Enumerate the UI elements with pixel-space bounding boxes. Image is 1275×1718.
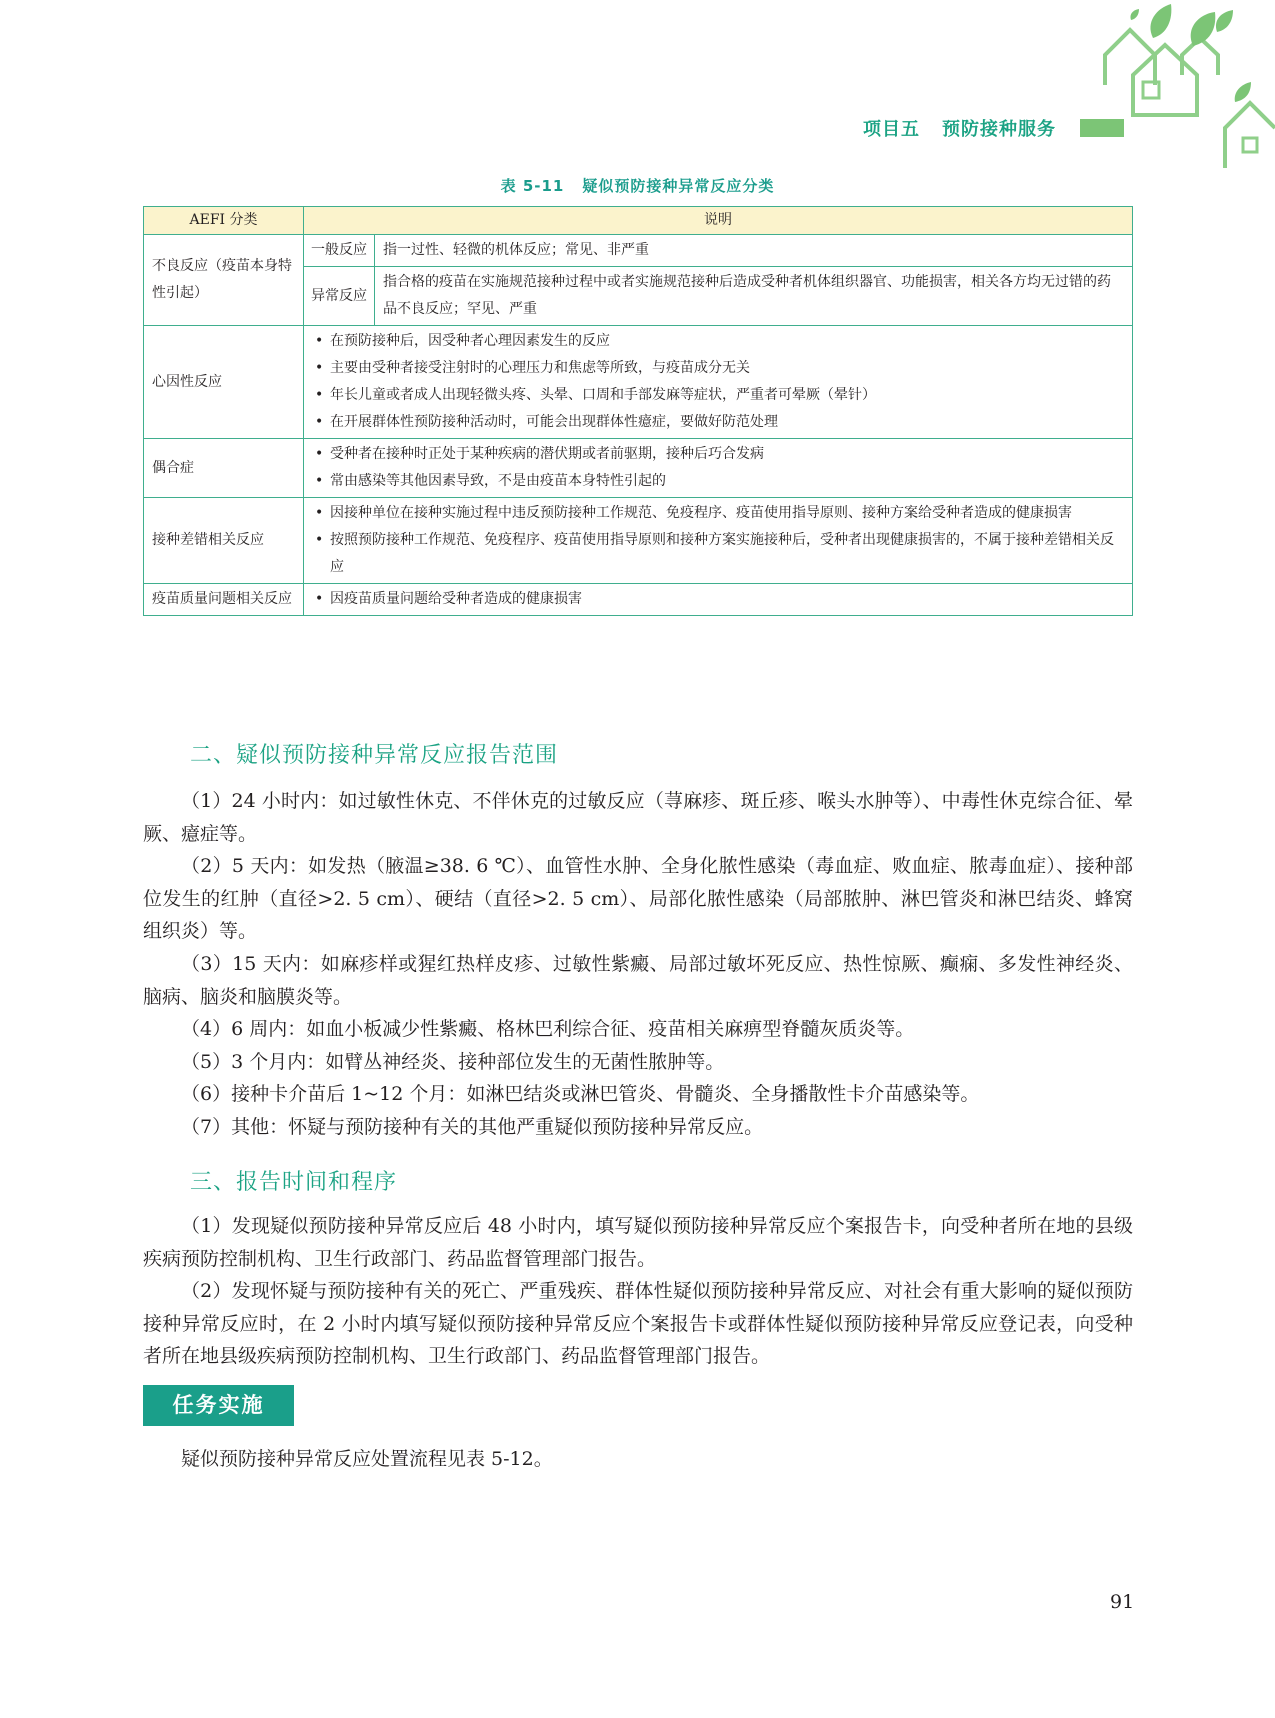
section-3-heading: 三、报告时间和程序 — [190, 1170, 398, 1195]
page-number: 91 — [1110, 1591, 1135, 1613]
description-cell — [304, 439, 1133, 498]
category-cell-psych: 心因性反应 — [144, 326, 304, 439]
section-2-item-2: （2）5 天内：如发热（腋温≥38. 6 ℃）、血管性水肿、全身化脓性感染（毒血症、败血症、脓毒血症）、接种部位发生的红肿（直径>2. 5 cm）、硬结（直径>2. 5 cm）、局部化脓性感染（局部脓肿、淋巴管炎和淋巴结炎、蜂窝组织炎）等。 — [143, 855, 1133, 942]
table-row — [144, 584, 1133, 616]
bullet-list — [312, 441, 1124, 495]
table-row — [144, 235, 1133, 267]
house-leaf-decoration-icon — [1045, 0, 1275, 175]
task-text: 疑似预防接种异常反应处置流程见表 5-12。 — [181, 1448, 553, 1470]
header-accent-bar — [1080, 119, 1124, 137]
list-item: • 在预防接种后，因受种者心理因素发生的反应 — [312, 328, 1124, 355]
section-2-heading: 二、疑似预防接种异常反应报告范围 — [190, 743, 559, 768]
table-header-row — [144, 207, 1133, 235]
category-cell-coincident: 偶合症 — [144, 439, 304, 498]
col-header-description: 说明 — [304, 207, 1133, 235]
subcategory-cell: 异常反应 — [304, 267, 375, 326]
list-item: • 年长儿童或者成人出现轻微头疼、头晕、口周和手部发麻等症状，严重者可晕厥（晕针） — [312, 382, 1124, 409]
running-header — [863, 115, 1056, 141]
list-item: • 受种者在接种时正处于某种疾病的潜伏期或者前驱期，接种后巧合发病 — [312, 441, 1124, 468]
section-3-item-2: （2）发现怀疑与预防接种有关的死亡、严重残疾、群体性疑似预防接种异常反应、对社会有重大影响的疑似预防接种异常反应时，在 2 小时内填写疑似预防接种异常反应个案报告卡或群体性疑似预防接种异常反应登记表，向受种者所在地县级疾病预防控制机构、卫生行政部门、药品监督管理部门报告。 — [143, 1280, 1133, 1367]
bullet-list — [312, 500, 1124, 581]
table-caption-number: 表 5-11 — [500, 177, 565, 195]
description-cell — [304, 584, 1133, 616]
category-cell-error: 接种差错相关反应 — [144, 498, 304, 584]
list-item: • 常由感染等其他因素导致，不是由疫苗本身特性引起的 — [312, 468, 1124, 495]
aefi-classification-table — [143, 206, 1133, 616]
header-section: 预防接种服务 — [942, 119, 1056, 140]
section-2-item-5: （5）3 个月内：如臂丛神经炎、接种部位发生的无菌性脓肿等。 — [181, 1051, 725, 1073]
section-2-item-6: （6）接种卡介苗后 1~12 个月：如淋巴结炎或淋巴管炎、骨髓炎、全身播散性卡介苗感染等。 — [181, 1083, 980, 1105]
list-item: • 主要由受种者接受注射时的心理压力和焦虑等所致，与疫苗成分无关 — [312, 355, 1124, 382]
table-caption — [0, 175, 1275, 196]
category-cell-quality: 疫苗质量问题相关反应 — [144, 584, 304, 616]
list-item: • 按照预防接种工作规范、免疫程序、疫苗使用指导原则和接种方案实施接种后，受种者出现健康损害的，不属于接种差错相关反应 — [312, 527, 1124, 581]
description-cell: 指一过性、轻微的机体反应；常见、非严重 — [375, 235, 1133, 267]
section-2-item-1: （1）24 小时内：如过敏性休克、不伴休克的过敏反应（荨麻疹、斑丘疹、喉头水肿等）、中毒性休克综合征、晕厥、癔症等。 — [143, 790, 1133, 845]
table-caption-title: 疑似预防接种异常反应分类 — [582, 177, 775, 195]
description-cell — [304, 326, 1133, 439]
col-header-category: AEFI 分类 — [144, 207, 304, 235]
section-2-item-3: （3）15 天内：如麻疹样或猩红热样皮疹、过敏性紫癜、局部过敏坏死反应、热性惊厥、癫痫、多发性神经炎、脑病、脑炎和脑膜炎等。 — [143, 953, 1133, 1008]
bullet-list — [312, 586, 1124, 613]
table-row — [144, 498, 1133, 584]
category-cell-adverse: 不良反应（疫苗本身特性引起） — [144, 235, 304, 326]
table-row — [144, 439, 1133, 498]
list-item: • 在开展群体性预防接种活动时，可能会出现群体性癔症，要做好防范处理 — [312, 409, 1124, 436]
task-implementation-badge: 任务实施 — [143, 1385, 294, 1426]
header-project: 项目五 — [863, 119, 920, 140]
description-cell: 指合格的疫苗在实施规范接种过程中或者实施规范接种后造成受种者机体组织器官、功能损害，相关各方均无过错的药品不良反应；罕见、严重 — [375, 267, 1133, 326]
bullet-list — [312, 328, 1124, 436]
list-item: • 因疫苗质量问题给受种者造成的健康损害 — [312, 586, 1124, 613]
table-row — [144, 326, 1133, 439]
list-item: • 因接种单位在接种实施过程中违反预防接种工作规范、免疫程序、疫苗使用指导原则、接种方案给受种者造成的健康损害 — [312, 500, 1124, 527]
section-2-item-7: （7）其他：怀疑与预防接种有关的其他严重疑似预防接种异常反应。 — [181, 1116, 764, 1138]
section-3-item-1: （1）发现疑似预防接种异常反应后 48 小时内，填写疑似预防接种异常反应个案报告卡，向受种者所在地的县级疾病预防控制机构、卫生行政部门、药品监督管理部门报告。 — [143, 1215, 1133, 1270]
description-cell — [304, 498, 1133, 584]
subcategory-cell: 一般反应 — [304, 235, 375, 267]
section-2-item-4: （4）6 周内：如血小板减少性紫癜、格林巴利综合征、疫苗相关麻痹型脊髓灰质炎等。 — [181, 1018, 915, 1040]
